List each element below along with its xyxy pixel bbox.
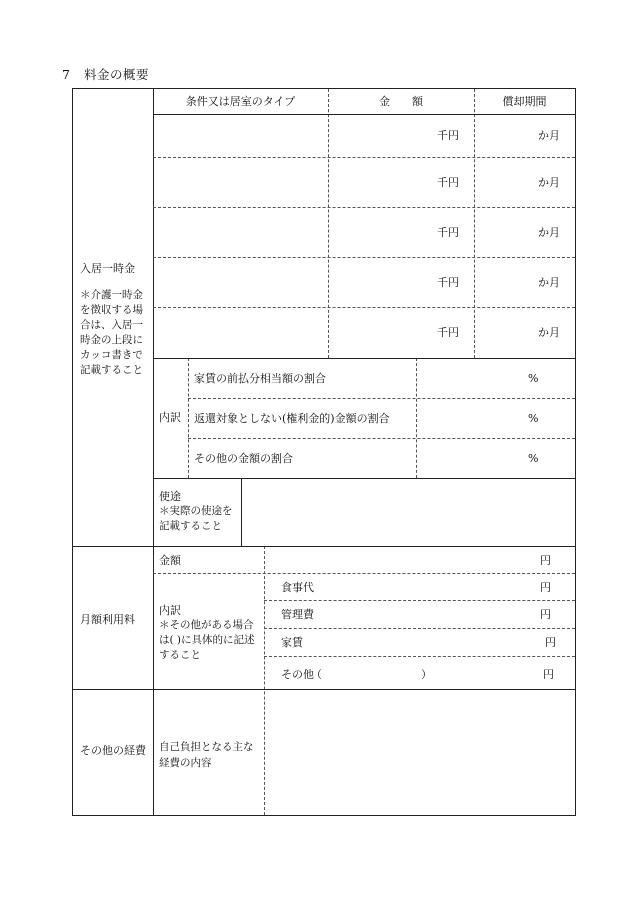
divider [153,257,575,258]
monthly-item-label: 家賃 [281,636,303,649]
percent-unit: % [528,412,539,425]
divider [153,307,575,308]
divider [73,689,575,690]
yen-unit: 円 [540,554,551,567]
divider [153,207,575,208]
divider [188,398,575,399]
period-unit: か月 [538,326,560,339]
yen-unit: 円 [540,581,551,594]
usage-note: ＊実際の使途を記載すること [159,505,233,532]
header-amount: 金 額 [379,95,423,108]
divider [153,573,575,574]
breakdown-item-label: 返還対象としない(権利金的)金額の割合 [194,412,390,425]
amount-unit: 千円 [437,276,459,289]
entry-fee-label: 入居一時金 [80,262,135,275]
divider [188,438,575,439]
other-costs-label: その他の経費 [80,744,146,757]
monthly-amount-label: 金額 [159,554,181,567]
divider [153,114,575,115]
divider [153,89,154,815]
divider [264,600,575,601]
percent-unit: % [528,452,539,465]
divider [241,478,242,546]
period-unit: か月 [538,276,560,289]
divider [153,157,575,158]
divider [153,478,575,479]
monthly-fee-label: 月額利用料 [80,613,135,626]
divider [264,628,575,629]
breakdown-label: 内訳 [159,411,181,424]
breakdown-item-label: その他の金額の割合 [194,452,293,465]
divider [416,358,417,478]
divider [188,358,189,478]
divider [264,546,265,815]
yen-unit: 円 [543,668,554,681]
percent-unit: % [528,372,539,385]
amount-unit: 千円 [437,226,459,239]
usage-label: 使途 [159,490,181,503]
breakdown-item-label: 家賃の前払分相当額の割合 [194,372,326,385]
header-type: 条件又は居室のタイプ [185,95,296,108]
period-unit: か月 [538,226,560,239]
divider [264,656,575,657]
divider [73,546,575,547]
amount-unit: 千円 [437,176,459,189]
monthly-other-close-paren: ） [421,668,432,681]
amount-unit: 千円 [437,129,459,142]
header-period: 償却期間 [502,95,547,108]
other-costs-desc: 自己負担となる主な経費の内容 [159,741,254,769]
yen-unit: 円 [540,608,551,621]
divider [153,358,575,359]
monthly-breakdown-note: ＊その他がある場合は( )に具体的に記述すること [159,619,255,661]
section-title [62,65,149,83]
entry-fee-note: ＊介護一時金を徴収する場合は、入居一時金の上段にカッコ書きで記載すること [80,289,143,376]
amount-unit: 千円 [437,326,459,339]
period-unit: か月 [538,176,560,189]
monthly-other-open-paren: （ [311,668,322,681]
period-unit: か月 [538,129,560,142]
monthly-other-label: その他 [281,668,314,681]
section-title-text: 料金の概要 [84,67,150,82]
yen-unit: 円 [545,636,556,649]
monthly-breakdown-label: 内訳 [159,604,181,617]
fee-summary-table [72,88,576,816]
section-number: 7 [62,67,71,82]
monthly-item-label: 管理費 [281,608,314,621]
monthly-item-label: 食事代 [281,581,314,594]
